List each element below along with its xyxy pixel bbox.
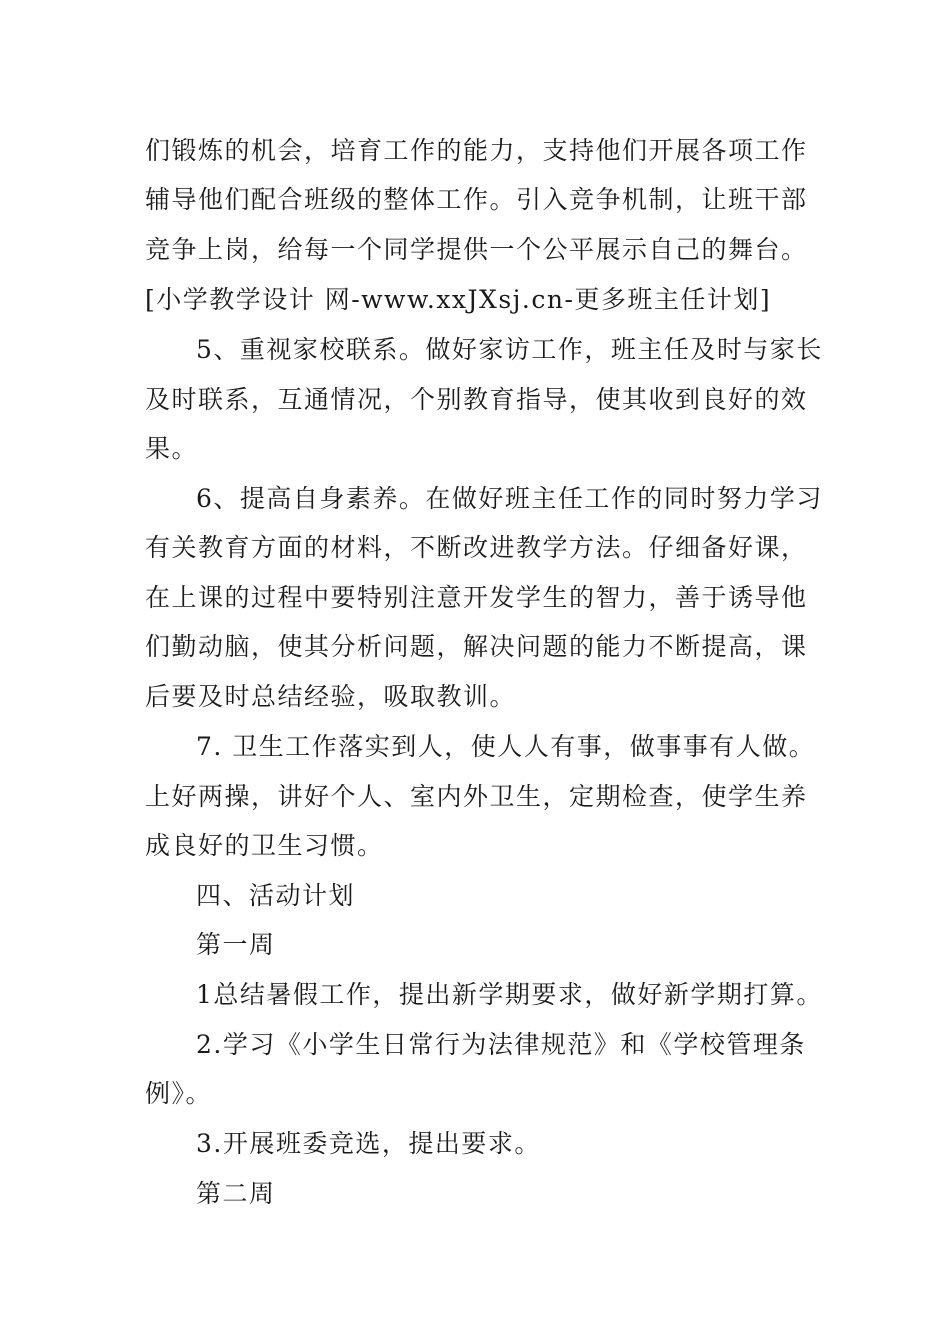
- text-line: 竞争上岗，给每一个同学提供一个公平展示自己的舞台。: [145, 235, 808, 264]
- text-line: 们锻炼的机会，培育工作的能力，支持他们开展各项工作: [145, 136, 808, 165]
- section-heading: 四、活动计划: [196, 881, 356, 910]
- text-line: 果。: [145, 434, 199, 463]
- text-line: 及时联系，互通情况，个别教育指导，使其收到良好的效: [145, 385, 808, 414]
- text-line: 7. 卫生工作落实到人，使人人有事，做事事有人做。: [196, 732, 816, 761]
- text-line: 3.开展班委竞选，提出要求。: [196, 1129, 541, 1158]
- text-line: 有关教育方面的材料，不断改进教学方法。仔细备好课，: [145, 533, 808, 562]
- text-line: [小学教学设计 网-www.xxJXsj.cn-更多班主任计划]: [145, 285, 772, 314]
- text-line: 成良好的卫生习惯。: [145, 831, 384, 860]
- text-line: 6、提高自身素养。在做好班主任工作的同时努力学习: [196, 484, 823, 513]
- text-line: 5、重视家校联系。做好家访工作，班主任及时与家长: [196, 335, 823, 364]
- text-line: 1总结暑假工作，提出新学期要求，做好新学期打算。: [196, 980, 823, 1009]
- text-line: 在上课的过程中要特别注意开发学生的智力，善于诱导他: [145, 583, 808, 612]
- text-line: 上好两操，讲好个人、室内外卫生，定期检查，使学生养: [145, 782, 808, 811]
- text-line: 后要及时总结经验，吸取教训。: [145, 682, 517, 711]
- week-heading: 第一周: [196, 930, 276, 959]
- text-line: 们勤动脑，使其分析问题，解决问题的能力不断提高，课: [145, 632, 808, 661]
- text-line: 例》。: [145, 1079, 213, 1108]
- text-line: 辅导他们配合班级的整体工作。引入竞争机制，让班干部: [145, 185, 808, 214]
- week-heading: 第二周: [196, 1179, 276, 1208]
- text-line: 2.学习《小学生日常行为法律规范》和《学校管理条: [196, 1030, 806, 1059]
